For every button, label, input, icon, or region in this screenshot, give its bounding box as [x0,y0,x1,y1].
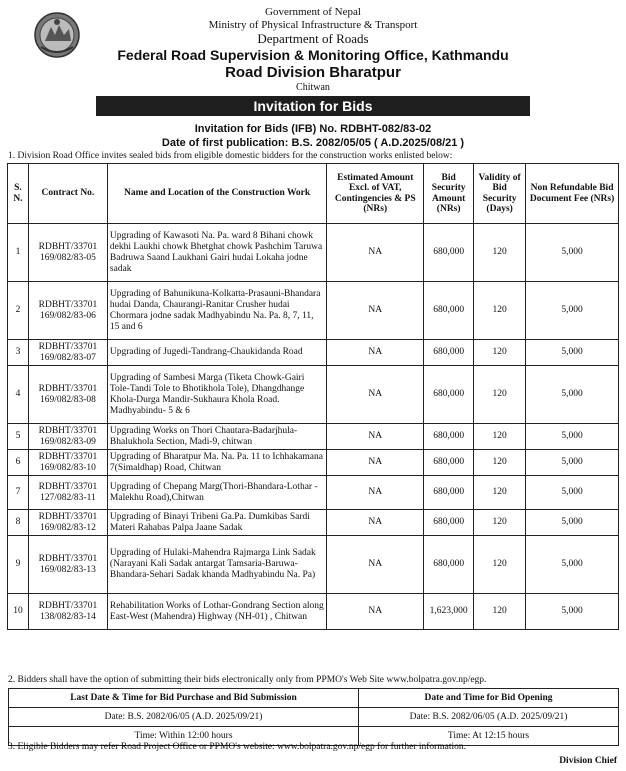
publication-date: Date of first publication: B.S. 2082/05/05 ( A.D.2025/08/21 ) [161,137,465,149]
opening-date: Date: B.S. 2082/06/05 (A.D. 2025/09/21) [359,708,619,727]
cell-validity: 120 [474,594,526,630]
col-header-security: Bid Security Amount (NRs) [424,164,474,224]
note-3: 3. Eligible Bidders may refer Road Project Office or PPMO's website: www.bolpatra.gov.np/egp for further information. [8,742,467,752]
cell-name: Upgrading of Sambesi Marga (Tiketa Chowk-Gairi Tole-Tandi Tole to Bhotikhola Tole), Dhangdhange Khola-Durga Mandir-Sukhaura Khola Road. Madhyabindu- 5 & 6 [107,366,326,424]
cell-fee: 5,000 [526,536,619,594]
table-row [8,536,619,594]
cell-fee: 5,000 [526,424,619,450]
opening-time: Time: At 12:15 hours [359,727,619,746]
cell-estimated: NA [327,366,424,424]
cell-validity: 120 [474,510,526,536]
intro-note: 1. Division Road Office invites sealed bids from eligible domestic bidders for the construction works enlisted below: [8,151,453,161]
dates-table [8,688,619,746]
department-title: Department of Roads [257,31,369,46]
cell-contract: RDBHT/33701 169/082/83-08 [28,366,107,424]
division-title: Road Division Bharatpur [225,64,401,81]
invitation-banner: Invitation for Bids [96,96,530,116]
table-row [8,424,619,450]
district-title: Chitwan [296,82,330,93]
cell-sn: 1 [8,224,29,282]
cell-estimated: NA [327,536,424,594]
cell-sn: 3 [8,340,29,366]
col-header-sn: S. N. [8,164,29,224]
cell-sn: 2 [8,282,29,340]
cell-name: Rehabilitation Works of Lothar-Gondrang Section along East-West (Mahendra) Highway (NH-01) , Chitwan [107,594,326,630]
table-row [8,224,619,282]
cell-security: 680,000 [424,476,474,510]
col-header-name: Name and Location of the Construction Work [107,164,326,224]
cell-security: 680,000 [424,424,474,450]
cell-validity: 120 [474,366,526,424]
table-row [8,594,619,630]
cell-fee: 5,000 [526,450,619,476]
cell-name: Upgrading Works on Thori Chautara-Badarjhula-Bhalukhola Section, Madi-9, chitwan [107,424,326,450]
table-row [8,282,619,340]
cell-fee: 5,000 [526,282,619,340]
cell-sn: 9 [8,536,29,594]
table-row [8,340,619,366]
cell-validity: 120 [474,340,526,366]
cell-security: 680,000 [424,536,474,594]
office-title: Federal Road Supervision & Monitoring Office, Kathmandu [117,47,509,63]
ministry-title: Ministry of Physical Infrastructure & Transport [208,19,418,31]
col-header-estimated: Estimated Amount Excl. of VAT, Contingencies & PS (NRs) [327,164,424,224]
gov-title: Government of Nepal [265,6,361,18]
cell-estimated: NA [327,510,424,536]
table-row [8,510,619,536]
cell-name: Upgrading of Bahunikuna-Kolkatta-Prasauni-Bhandara hudai Danda, Chaurangi-Ranitar Crusher hudai Chormara jodne sadak Madhyabindu Na. Pa. 8, 7, 11, 15 and 6 [107,282,326,340]
cell-contract: RDBHT/33701 169/082/83-06 [28,282,107,340]
bids-table [7,163,619,630]
cell-sn: 7 [8,476,29,510]
table-row [8,450,619,476]
cell-security: 680,000 [424,340,474,366]
note-2: 2. Bidders shall have the option of submitting their bids electronically only from PPMO's Web Site www.bolpatra.gov.np/egp. [8,675,487,685]
cell-security: 680,000 [424,282,474,340]
purchase-header: Last Date & Time for Bid Purchase and Bid Submission [9,689,359,708]
cell-fee: 5,000 [526,224,619,282]
cell-contract: RDBHT/33701 169/082/83-10 [28,450,107,476]
cell-fee: 5,000 [526,594,619,630]
cell-fee: 5,000 [526,340,619,366]
table-row [8,366,619,424]
cell-sn: 5 [8,424,29,450]
cell-contract: RDBHT/33701 169/082/83-09 [28,424,107,450]
cell-contract: RDBHT/33701 169/082/83-07 [28,340,107,366]
cell-fee: 5,000 [526,510,619,536]
cell-security: 680,000 [424,510,474,536]
cell-validity: 120 [474,476,526,510]
cell-security: 680,000 [424,366,474,424]
cell-validity: 120 [474,450,526,476]
signature: Division Chief [559,756,617,766]
col-header-fee: Non Refundable Bid Document Fee (NRs) [526,164,619,224]
purchase-time: Time: Within 12:00 hours [9,727,359,746]
cell-contract: RDBHT/33701 138/082/83-14 [28,594,107,630]
cell-validity: 120 [474,224,526,282]
cell-name: Upgrading of Bharatpur Ma. Na. Pa. 11 to Ichhakamana 7(Simaldhap) Road, Chitwan [107,450,326,476]
cell-sn: 6 [8,450,29,476]
ifb-number: Invitation for Bids (IFB) No. RDBHT-082/83-02 [194,123,432,135]
cell-validity: 120 [474,536,526,594]
cell-estimated: NA [327,282,424,340]
cell-estimated: NA [327,424,424,450]
cell-contract: RDBHT/33701 169/082/83-05 [28,224,107,282]
cell-fee: 5,000 [526,476,619,510]
cell-estimated: NA [327,594,424,630]
cell-estimated: NA [327,476,424,510]
cell-sn: 10 [8,594,29,630]
cell-estimated: NA [327,450,424,476]
col-header-contract: Contract No. [28,164,107,224]
table-header-row [8,164,619,224]
cell-estimated: NA [327,340,424,366]
cell-sn: 4 [8,366,29,424]
cell-estimated: NA [327,224,424,282]
cell-contract: RDBHT/33701 169/082/83-13 [28,536,107,594]
cell-fee: 5,000 [526,366,619,424]
col-header-validity: Validity of Bid Security (Days) [474,164,526,224]
cell-name: Upgrading of Hulaki-Mahendra Rajmarga Link Sadak (Narayani Kali Sadak antargat Tamsaria-Baruwa-Bhandara-Sehari Sadak khanda Madhyabindu Na. Pa) [107,536,326,594]
cell-name: Upgrading of Kawasoti Na. Pa. ward 8 Bihani chowk dekhi Laukhi chowk Bhetghat chowk Pashchim Taruwa Badruwa Saand Laukhani Gairi hudai Lokaha jodne sadak [107,224,326,282]
cell-name: Upgrading of Chepang Marg(Thori-Bhandara-Lothar -Malekhu Road),Chitwan [107,476,326,510]
purchase-date: Date: B.S. 2082/06/05 (A.D. 2025/09/21) [9,708,359,727]
cell-validity: 120 [474,282,526,340]
cell-security: 680,000 [424,450,474,476]
cell-contract: RDBHT/33701 127/082/83-11 [28,476,107,510]
cell-sn: 8 [8,510,29,536]
cell-contract: RDBHT/33701 169/082/83-12 [28,510,107,536]
table-row [8,476,619,510]
cell-security: 680,000 [424,224,474,282]
cell-validity: 120 [474,424,526,450]
cell-security: 1,623,000 [424,594,474,630]
cell-name: Upgrading of Jugedi-Tandrang-Chaukidanda Road [107,340,326,366]
cell-name: Upgrading of Binayi Tribeni Ga.Pa. Dumkibas Sardi Materi Rahabas Palpa Jaane Sadak [107,510,326,536]
opening-header: Date and Time for Bid Opening [359,689,619,708]
